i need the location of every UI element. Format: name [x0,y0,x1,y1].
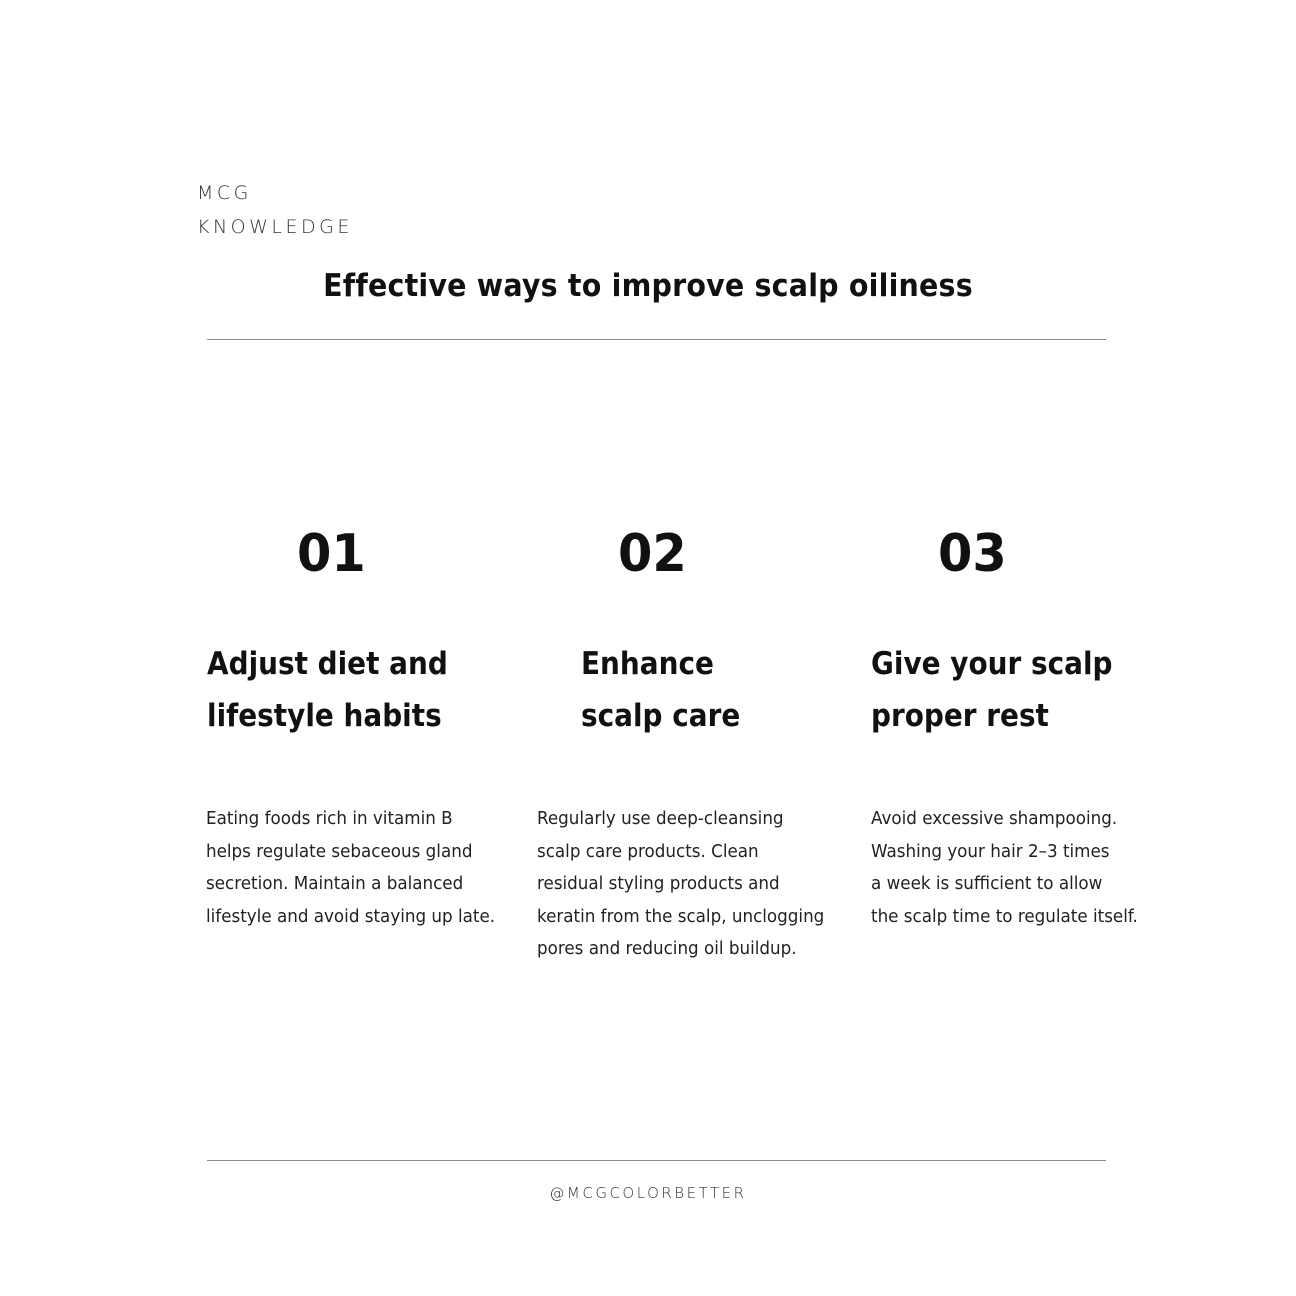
bottom-divider [207,1160,1106,1161]
step-body-03 [871,803,1138,933]
step-body-line: residual styling products and [537,873,780,894]
step-body-line: helps regulate sebaceous gland [206,840,473,862]
step-body-line: the scalp time to regulate itself. [871,905,1138,927]
step-number-02: 02 [618,524,687,584]
step-heading-line: lifestyle habits [207,698,442,734]
step-body-line: keratin from the scalp, unclogging [537,905,825,927]
step-body-line: a week is sufficient to allow [871,873,1103,894]
step-number-01: 01 [297,524,366,584]
top-divider [207,339,1106,340]
page-title: Effective ways to improve scalp oiliness [323,268,973,304]
step-heading-line: Give your scalp [871,646,1113,682]
step-body-line: Regularly use deep-cleansing [537,808,784,829]
step-heading-line: Adjust diet and [207,646,448,682]
step-heading-03 [871,638,1112,742]
step-body-line: Avoid excessive shampooing. [871,808,1118,829]
footer-handle: @MCGCOLORBETTER [549,1184,747,1202]
brand-line-mcg: MCG [197,182,252,204]
step-heading-02 [581,638,740,742]
step-heading-line: scalp care [581,698,741,734]
step-body-line: secretion. Maintain a balanced [206,873,464,894]
step-body-02 [537,803,824,966]
step-heading-line: proper rest [871,698,1049,734]
step-body-01 [206,803,495,933]
step-body-line: pores and reducing oil buildup. [537,938,797,959]
brand-line-knowledge: KNOWLEDGE [197,216,353,238]
brand-label [197,176,353,244]
step-number-03: 03 [938,524,1007,584]
step-body-line: scalp care products. Clean [537,840,759,862]
step-body-line: Washing your hair 2–3 times [871,840,1110,862]
step-heading-line: Enhance [581,646,714,682]
step-body-line: Eating foods rich in vitamin B [206,808,453,829]
step-body-line: lifestyle and avoid staying up late. [206,905,496,927]
step-heading-01 [207,638,448,742]
